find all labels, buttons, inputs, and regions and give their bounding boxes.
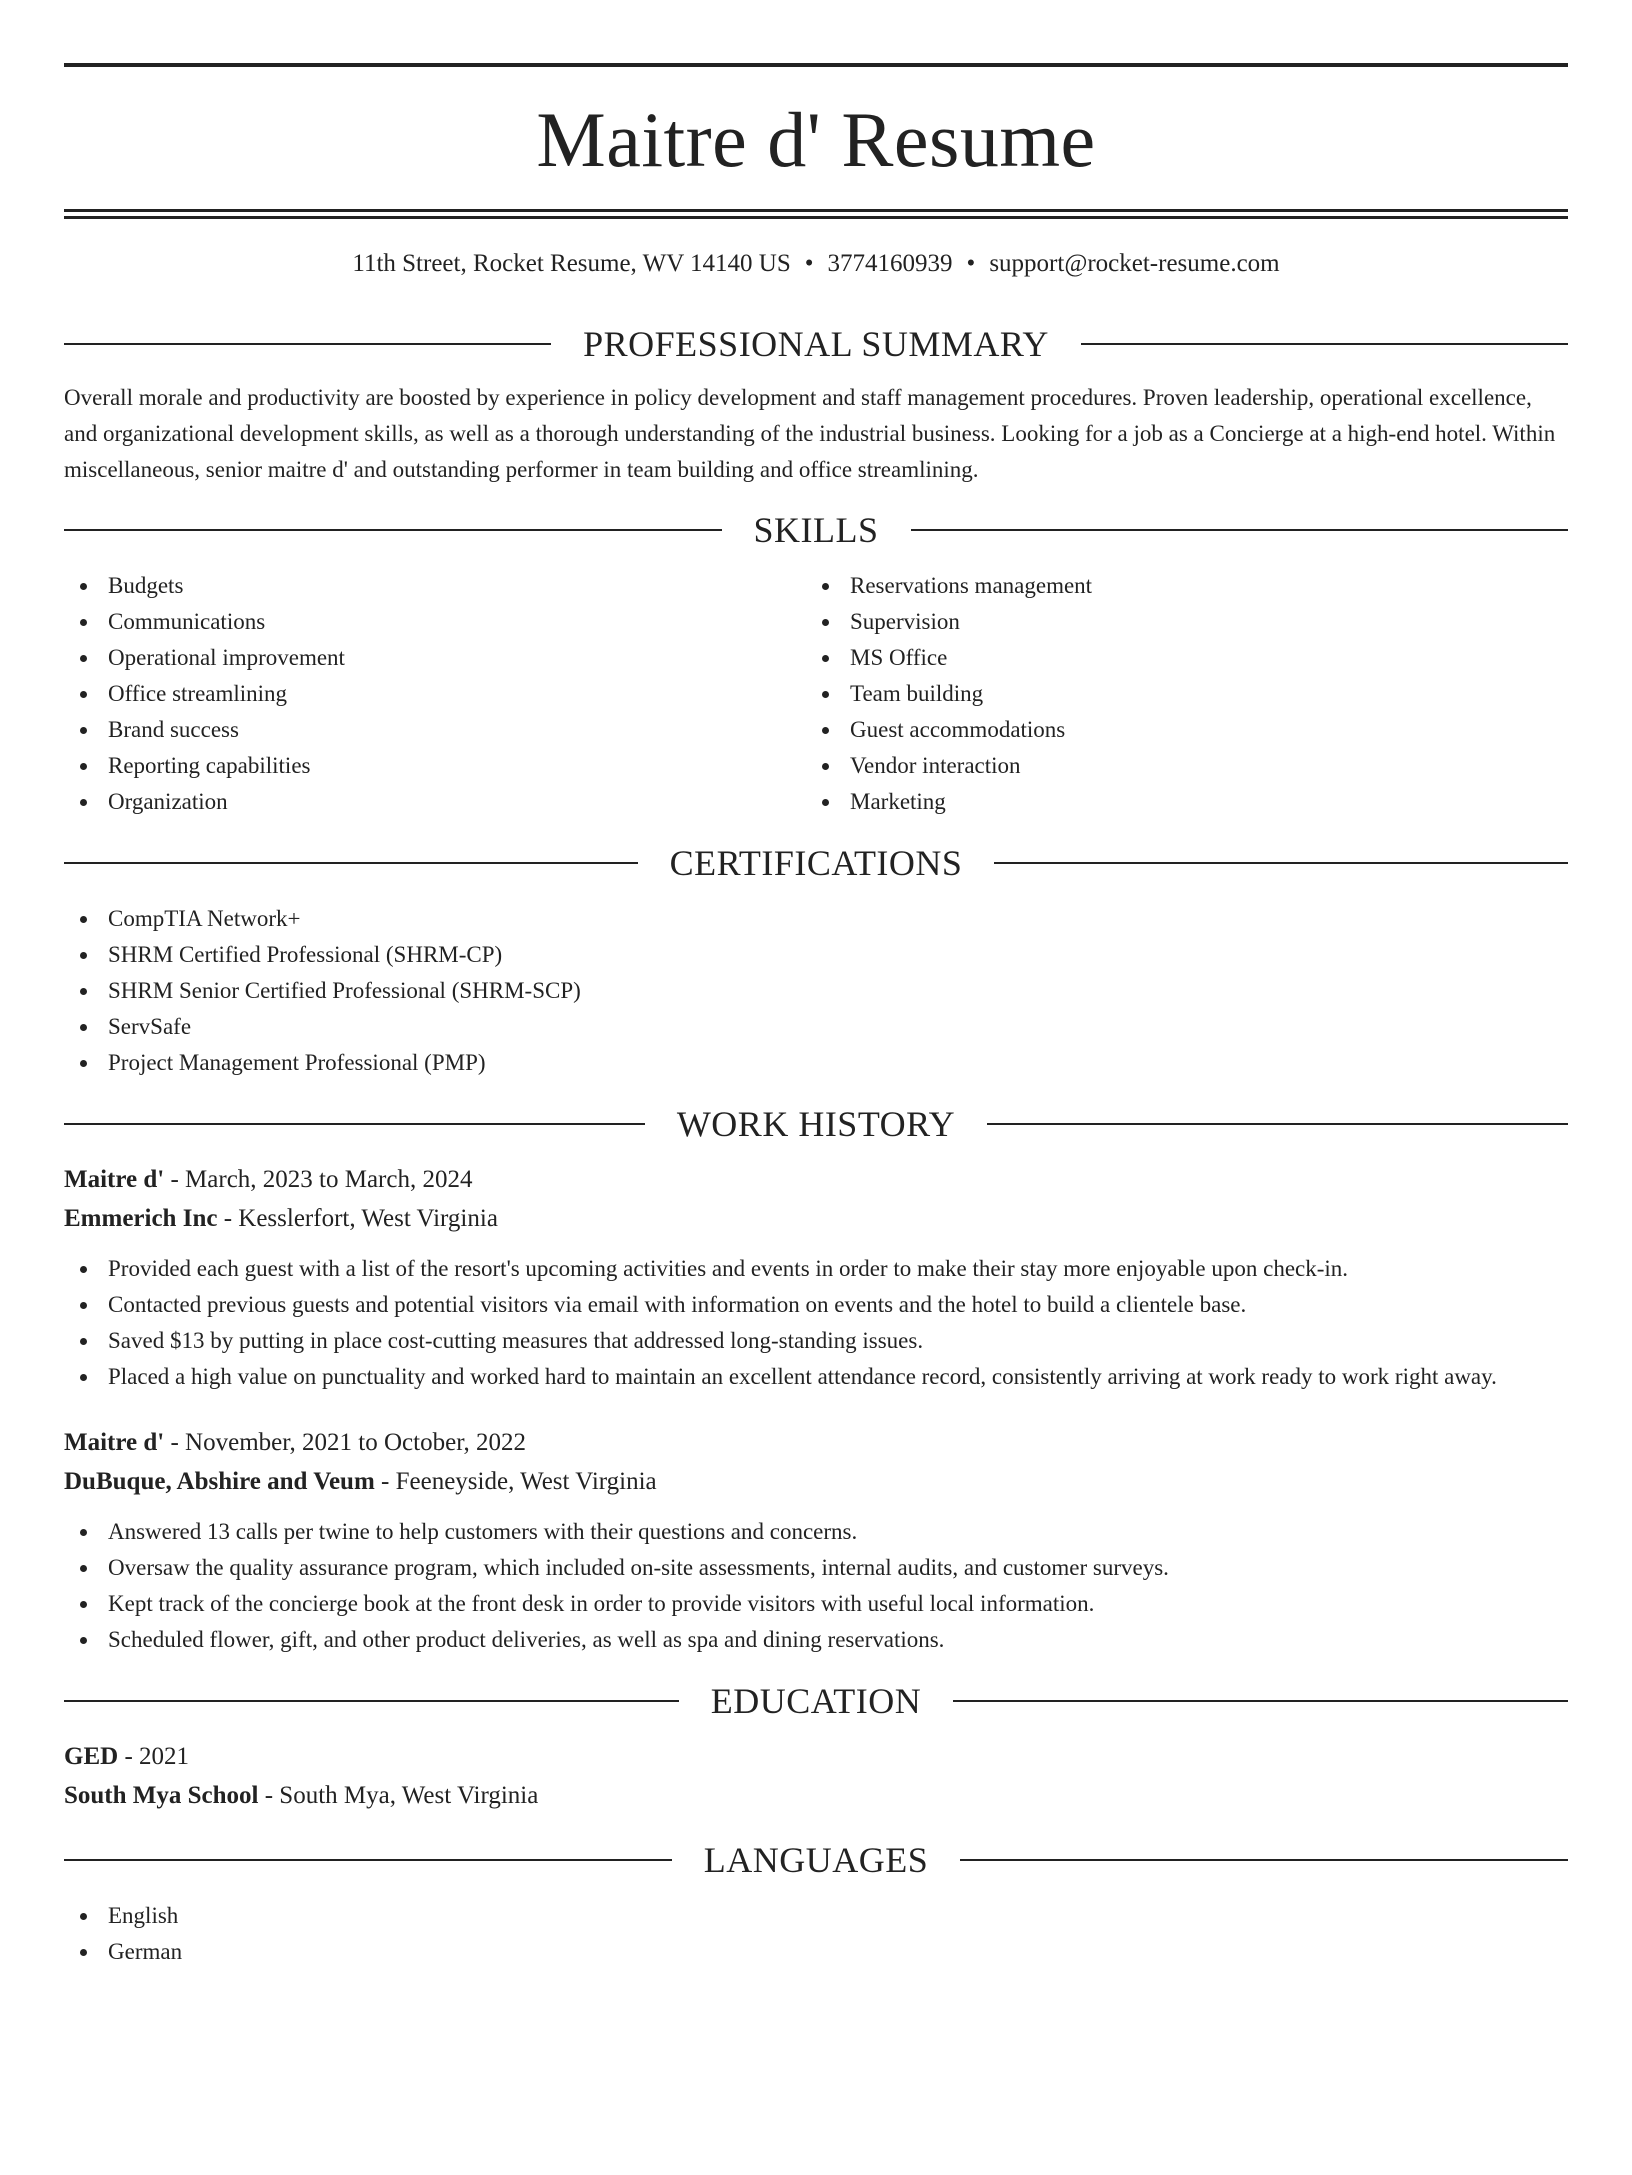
school-name: South Mya School <box>64 1782 259 1809</box>
heading-rule-left <box>64 1123 645 1125</box>
phone: 3774160939 <box>827 250 953 277</box>
certification-item: CompTIA Network+ <box>64 901 1568 937</box>
heading-rule-right <box>1081 343 1568 345</box>
skill-item: MS Office <box>806 640 1548 676</box>
job-entry <box>64 1160 1568 1395</box>
certifications-list <box>64 901 1568 1081</box>
section-title: CERTIFICATIONS <box>669 843 963 883</box>
duty-item: Contacted previous guests and potential visitors via email with information on events and the hotel to build a clientele base. <box>64 1287 1568 1323</box>
skill-item: Guest accommodations <box>806 712 1548 748</box>
skill-item: Vendor interaction <box>806 748 1548 784</box>
language-item: English <box>64 1898 1568 1934</box>
heading-rule-left <box>64 343 551 345</box>
skill-item: Organization <box>64 784 806 820</box>
skill-item: Supervision <box>806 604 1548 640</box>
duty-item: Oversaw the quality assurance program, which included on-site assessments, internal audits, and customer surveys. <box>64 1550 1568 1586</box>
heading-rule-right <box>911 529 1569 531</box>
duty-item: Answered 13 calls per twine to help customers with their questions and concerns. <box>64 1514 1568 1550</box>
degree: GED <box>64 1743 119 1770</box>
skill-item: Operational improvement <box>64 640 806 676</box>
skills-column-left <box>64 568 806 820</box>
company-name: DuBuque, Abshire and Veum <box>64 1468 375 1495</box>
heading-rule-left <box>64 529 722 531</box>
languages-list <box>64 1898 1568 1970</box>
company-location: - Feeneyside, West Virginia <box>381 1468 657 1495</box>
skill-item: Budgets <box>64 568 806 604</box>
email: support@rocket-resume.com <box>989 250 1280 277</box>
job-company-line <box>64 1462 1568 1501</box>
skill-item: Reservations management <box>806 568 1548 604</box>
languages-heading <box>64 1838 1568 1882</box>
duty-item: Scheduled flower, gift, and other product deliveries, as well as spa and dining reservations. <box>64 1622 1568 1658</box>
education-heading <box>64 1679 1568 1723</box>
skill-item: Reporting capabilities <box>64 748 806 784</box>
heading-rule-left <box>64 1859 672 1861</box>
work-history-heading <box>64 1102 1568 1146</box>
contact-separator: • <box>966 250 976 277</box>
address: 11th Street, Rocket Resume, WV 14140 US <box>352 250 791 277</box>
job-title: Maitre d' <box>64 1429 165 1456</box>
heading-rule-right <box>994 862 1568 864</box>
school-line <box>64 1776 1568 1815</box>
duty-item: Provided each guest with a list of the resort's upcoming activities and events in order to make their stay more enjoyable upon check-in. <box>64 1251 1568 1287</box>
language-item: German <box>64 1934 1568 1970</box>
job-duties <box>64 1251 1568 1395</box>
skill-item: Communications <box>64 604 806 640</box>
resume-title: Maitre d' Resume <box>536 96 1096 183</box>
skill-item: Office streamlining <box>64 676 806 712</box>
double-rule <box>64 209 1568 219</box>
section-title: SKILLS <box>753 510 879 550</box>
top-rule <box>64 63 1568 67</box>
skill-item: Team building <box>806 676 1548 712</box>
job-dates: - November, 2021 to October, 2022 <box>170 1429 527 1456</box>
job-title-line <box>64 1423 1568 1462</box>
certification-item: SHRM Certified Professional (SHRM-CP) <box>64 937 1568 973</box>
job-dates: - March, 2023 to March, 2024 <box>170 1166 473 1193</box>
certifications-heading <box>64 841 1568 885</box>
degree-line <box>64 1737 1568 1776</box>
job-entry <box>64 1423 1568 1658</box>
skills-column-right <box>806 568 1548 820</box>
degree-year: - 2021 <box>124 1743 190 1770</box>
job-title: Maitre d' <box>64 1166 165 1193</box>
duty-item: Saved $13 by putting in place cost-cutting measures that addressed long-standing issues. <box>64 1323 1568 1359</box>
education-entry <box>64 1737 1568 1815</box>
duty-item: Placed a high value on punctuality and worked hard to maintain an excellent attendance record, consistently arriving at work ready to work right away. <box>64 1359 1568 1395</box>
job-company-line <box>64 1199 1568 1238</box>
company-name: Emmerich Inc <box>64 1205 218 1232</box>
heading-rule-left <box>64 1700 679 1702</box>
skills-heading <box>64 508 1568 552</box>
section-title: PROFESSIONAL SUMMARY <box>583 324 1049 364</box>
section-title: EDUCATION <box>710 1681 922 1721</box>
section-title: LANGUAGES <box>703 1840 929 1880</box>
skill-item: Marketing <box>806 784 1548 820</box>
skill-item: Brand success <box>64 712 806 748</box>
certification-item: SHRM Senior Certified Professional (SHRM-SCP) <box>64 973 1568 1009</box>
section-title: WORK HISTORY <box>676 1104 956 1144</box>
duty-item: Kept track of the concierge book at the front desk in order to provide visitors with useful local information. <box>64 1586 1568 1622</box>
school-location: - South Mya, West Virginia <box>264 1782 539 1809</box>
job-duties <box>64 1514 1568 1658</box>
summary-text: Overall morale and productivity are boosted by experience in policy development and staff management procedures. Proven leadership, operational excellence, and organizational development skills, as well as a thorough understanding of the industrial business. Looking for a job as a Concierge at a high-end hotel. Within miscellaneous, senior maitre d' and outstanding performer in team building and office streamlining. <box>64 385 1556 482</box>
company-location: - Kesslerfort, West Virginia <box>223 1205 498 1232</box>
skills-list <box>64 568 1568 820</box>
certification-item: ServSafe <box>64 1009 1568 1045</box>
heading-rule-right <box>953 1700 1568 1702</box>
heading-rule-right <box>960 1859 1568 1861</box>
summary-heading <box>64 322 1568 366</box>
heading-rule-right <box>987 1123 1568 1125</box>
contact-separator: • <box>804 250 814 277</box>
contact-line <box>64 249 1568 279</box>
job-title-line <box>64 1160 1568 1199</box>
certification-item: Project Management Professional (PMP) <box>64 1045 1568 1081</box>
resume-page <box>0 63 1632 2175</box>
heading-rule-left <box>64 862 638 864</box>
